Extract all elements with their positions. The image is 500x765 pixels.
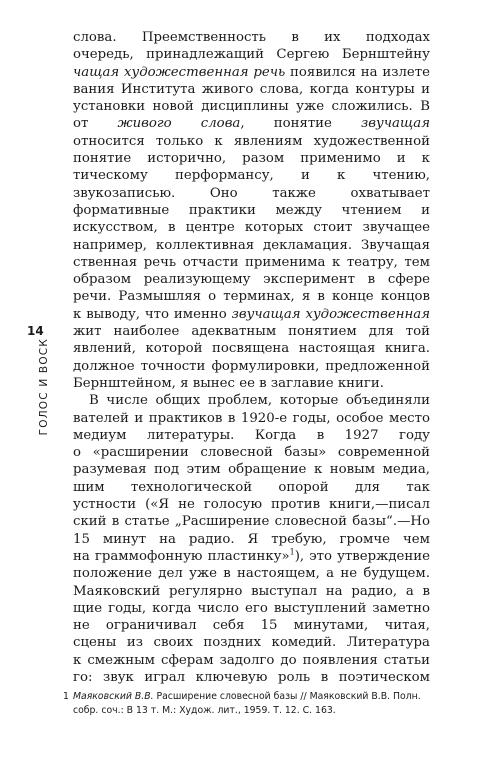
text-line: [73, 410, 430, 427]
text-run: искусством, в центре которых стоит звучащее: [73, 220, 430, 236]
text-line: [73, 271, 430, 288]
text-run: разумевая под этим обращение к новым медиа,: [73, 462, 430, 478]
text-line: [73, 634, 430, 651]
text-line: [73, 202, 430, 219]
text-run: шим технологической опорой для так: [73, 479, 430, 495]
text-run: щие годы, когда число его выступлений заметно: [73, 600, 430, 616]
page-number: 14: [27, 324, 44, 338]
text-line: [73, 306, 430, 323]
text-line: [73, 150, 430, 167]
text-run: от: [73, 116, 118, 132]
text-line: [73, 375, 430, 392]
text-run: тическому перформансу, и к чтению,: [73, 168, 430, 184]
text-run: ский в статье „Расширение словесной базы“.—Но: [73, 514, 430, 530]
footnote-text: Расширение словесной базы // Маяковский В.В. Полн. собр. соч.: В 13 т. М.: Худож. лит., 1959. Т. 12. С. 163.: [73, 691, 421, 716]
text-run: В числе общих проблем, которые объединяли: [89, 393, 430, 409]
text-line: [73, 29, 430, 46]
text-run: относится только к явлениям художественной: [73, 133, 430, 149]
text-line: [73, 548, 430, 565]
text-line: [73, 358, 430, 375]
text-run: к выводу, что именно: [73, 306, 232, 322]
text-line: [73, 81, 430, 98]
emphasis: чащая художественная речь: [73, 64, 286, 80]
body-text: [73, 29, 430, 686]
text-line: [73, 167, 430, 184]
text-line: [73, 64, 430, 81]
text-run: образом реализующему эксперимент в сфере: [73, 272, 430, 288]
text-run: слова. Преемственность в их подходах: [73, 30, 430, 45]
text-line: [73, 185, 430, 202]
emphasis: звучащая: [361, 116, 430, 132]
text-run: ственная речь отчасти применима к театру, тем: [73, 254, 430, 270]
running-head: ГОЛОС И ВОСК: [38, 338, 50, 436]
text-line: [73, 600, 430, 617]
text-line: [73, 133, 430, 150]
text-run: понятие исторично, разом применимо и к: [73, 151, 430, 167]
text-line: [73, 583, 430, 600]
text-line: [73, 479, 430, 496]
text-line: [73, 669, 430, 686]
text-line: [73, 98, 430, 115]
text-run: явлений, которой посвящена настоящая книга.: [73, 341, 430, 357]
text-run: к смежным сферам задолго до появления статьи: [73, 652, 430, 668]
text-line: [73, 237, 430, 254]
text-line: [73, 496, 430, 513]
text-run: вателей и практиков в 1920-е годы, особое место: [73, 410, 430, 426]
text-run: например, коллективная декламация. Звучащая: [73, 237, 430, 253]
text-run: появился на излете: [290, 64, 430, 80]
text-run: не ограничивал себя 15 минутами, читая,: [73, 618, 430, 634]
text-run: Маяковский регулярно выступал на радио, а в: [73, 583, 430, 599]
text-line: [73, 323, 430, 340]
text-line: [73, 652, 430, 669]
footnote-author: Маяковский В.В.: [73, 691, 154, 702]
text-line: [73, 46, 430, 63]
text-run: установки новой дисциплины уже сложились. В: [73, 99, 430, 115]
footnote: [63, 690, 430, 718]
text-run: на граммофонную пластинку»: [73, 548, 290, 564]
text-run: жит наиболее адекватным понятием для той: [73, 324, 430, 340]
text-run: звукозаписью. Оно также охватывает: [73, 185, 430, 201]
text-line: [73, 254, 430, 271]
footnote-ref: 1: [289, 547, 295, 557]
text-line: [73, 531, 430, 548]
text-line: [73, 288, 430, 305]
text-run: го: звук играл ключевую роль в поэтическом: [73, 669, 430, 685]
text-run: Бернштейном, я вынес ее в заглавие книги.: [73, 375, 384, 391]
text-line: [73, 461, 430, 478]
text-run: сцены из своих поздних комедий. Литература: [73, 635, 430, 651]
text-run: очередь, принадлежащий Сергею Бернштейну: [73, 47, 430, 63]
text-line: [73, 565, 430, 582]
emphasis: звучащая художественная: [231, 306, 430, 322]
text-run: 15 минут на радио. Я требую, громче чем: [73, 531, 430, 547]
text-line: [73, 513, 430, 530]
text-line: [73, 219, 430, 236]
text-line: [73, 392, 430, 409]
text-run: медиум литературы. Когда в 1927 году: [73, 427, 430, 443]
text-run: формативные практики между чтением и: [73, 202, 430, 218]
text-run: устности («Я не голосую против книги,—писал: [73, 497, 430, 513]
text-line: [73, 617, 430, 634]
text-line: [73, 444, 430, 461]
text-run: , понятие: [240, 116, 362, 132]
text-run: должное точности формулировки, предложенной: [73, 358, 430, 374]
text-run: о «расширении словесной базы» современной: [73, 445, 430, 461]
text-line: [73, 115, 430, 132]
text-run: ), это утверждение: [294, 548, 430, 564]
text-run: речи. Размышляя о терминах, я в конце концов: [73, 289, 430, 305]
text-run: положение дел уже в настоящем, а не будущем.: [73, 566, 430, 582]
emphasis: живого слова: [117, 116, 241, 132]
text-line: [73, 340, 430, 357]
footnote-mark: 1: [63, 691, 69, 702]
text-line: [73, 427, 430, 444]
text-run: вания Института живого слова, когда контуры и: [73, 81, 430, 97]
